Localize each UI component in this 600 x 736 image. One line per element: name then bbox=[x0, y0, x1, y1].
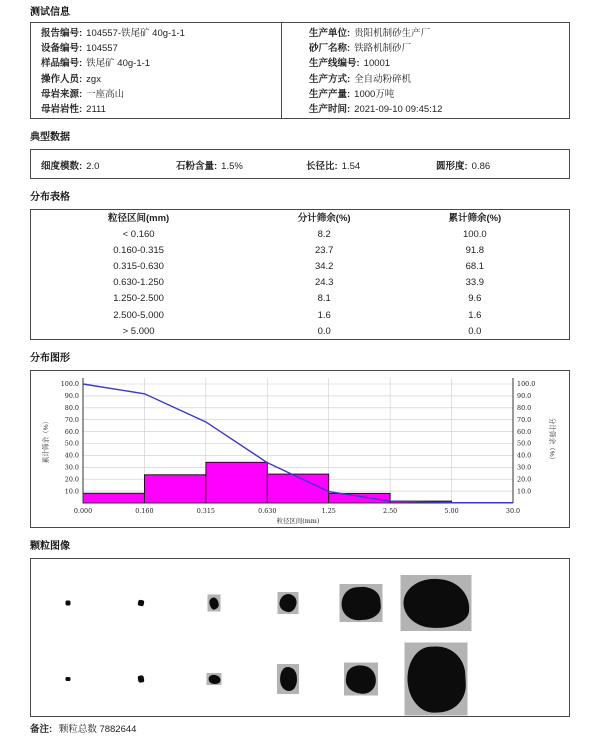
table-row bbox=[31, 291, 569, 307]
info-row bbox=[309, 41, 569, 56]
x-tick-label: 0.315 bbox=[196, 507, 216, 515]
particle-image bbox=[66, 677, 71, 681]
note-text: 颗粒总数 7882644 bbox=[58, 724, 137, 735]
x-tick-label: 0.160 bbox=[135, 507, 154, 515]
table-cell: 2.500-5.000 bbox=[113, 309, 164, 321]
table-cell: 0.630-1.250 bbox=[113, 277, 164, 289]
field-value: 贵阳机制砂生产厂 bbox=[354, 28, 431, 39]
y-tick-label-left: 70.0 bbox=[64, 415, 79, 424]
field-label: 长径比: bbox=[306, 161, 338, 172]
particle-images-box bbox=[30, 558, 570, 717]
field-label: 砂厂名称: bbox=[309, 43, 351, 55]
table-cell: 1.6 bbox=[468, 309, 482, 321]
info-row bbox=[309, 56, 569, 71]
field-value: 铁路机制砂厂 bbox=[354, 43, 412, 55]
table-cell: 1.6 bbox=[317, 309, 331, 321]
particle-background bbox=[278, 592, 299, 614]
y-tick-label-left: 40.0 bbox=[64, 451, 79, 460]
field-value: 1.54 bbox=[341, 161, 361, 172]
particle-image bbox=[344, 663, 378, 696]
table-cell: 0.160-0.315 bbox=[113, 245, 164, 257]
bar-segment bbox=[329, 493, 390, 503]
field-label: 圆形度: bbox=[436, 161, 468, 172]
y-tick-label-left: 20.0 bbox=[64, 475, 79, 484]
particle-image bbox=[138, 676, 144, 683]
particle-blob bbox=[405, 645, 466, 714]
table-cell: 0.0 bbox=[317, 325, 331, 337]
particle-background bbox=[277, 664, 299, 694]
particle-image bbox=[138, 600, 144, 606]
x-axis-title: 粒径区间(mm) bbox=[276, 517, 320, 525]
particle-blob bbox=[138, 600, 145, 607]
bar-segment bbox=[206, 462, 267, 503]
x-tick-label: 2.50 bbox=[383, 507, 398, 515]
field-label: 生产时间: bbox=[309, 104, 351, 116]
y-tick-label-right: 10.0 bbox=[517, 487, 532, 496]
field-value: 10001 bbox=[363, 58, 391, 70]
field-label: 母岩来源: bbox=[41, 88, 83, 100]
y-tick-label-left: 80.0 bbox=[64, 404, 79, 412]
y-axis-title-left: 累计筛余（%） bbox=[43, 417, 50, 464]
y-tick-label-right: 60.0 bbox=[517, 427, 532, 436]
particle-image bbox=[278, 592, 299, 614]
particle-blob bbox=[207, 674, 220, 685]
y-tick-label-right: 70.0 bbox=[517, 415, 532, 424]
particle-background bbox=[401, 575, 472, 631]
particle-image bbox=[208, 595, 221, 612]
y-tick-label-left: 10.0 bbox=[64, 487, 79, 496]
table-cell: 0.0 bbox=[468, 325, 482, 337]
field-value: zgx bbox=[86, 73, 101, 85]
field-label: 设备编号: bbox=[41, 43, 83, 55]
field-value: 1.5% bbox=[221, 161, 243, 172]
y-tick-label-right: 100.0 bbox=[517, 380, 536, 389]
info-row bbox=[41, 56, 281, 71]
bar-segment bbox=[144, 475, 205, 503]
distribution-chart-box bbox=[30, 370, 570, 528]
particle-background bbox=[340, 584, 383, 622]
field-value: 104557-铁尾矿 40g-1-1 bbox=[86, 28, 185, 39]
info-row bbox=[41, 87, 281, 102]
table-row bbox=[31, 308, 569, 324]
y-tick-label-left: 100.0 bbox=[60, 380, 79, 389]
y-tick-label-left: 50.0 bbox=[64, 439, 79, 448]
info-row bbox=[41, 41, 281, 56]
particle-image bbox=[66, 601, 71, 606]
y-tick-label-right: 90.0 bbox=[517, 392, 532, 401]
particle-background bbox=[207, 673, 222, 685]
typical-field bbox=[306, 158, 360, 172]
table-cell: 8.2 bbox=[317, 229, 331, 241]
field-label: 细度模数: bbox=[41, 161, 83, 172]
particle-image bbox=[401, 575, 472, 631]
section-title-distribution-table: 分布表格 bbox=[30, 192, 70, 203]
y-tick-label-left: 30.0 bbox=[64, 463, 79, 472]
test-info-box bbox=[30, 22, 570, 119]
particle-background bbox=[405, 643, 468, 716]
test-info-left-column bbox=[31, 23, 281, 118]
particle-image bbox=[340, 584, 383, 622]
table-cell: 68.1 bbox=[465, 261, 485, 273]
particle-blob bbox=[138, 675, 145, 683]
x-tick-label: 30.0 bbox=[505, 507, 521, 515]
bar-segment bbox=[267, 474, 328, 503]
particle-blob bbox=[340, 585, 382, 621]
note-label: 备注: bbox=[30, 724, 53, 735]
section-title-test-info: 测试信息 bbox=[30, 7, 70, 18]
x-tick-label: 0.630 bbox=[258, 507, 277, 515]
field-label: 生产方式: bbox=[309, 73, 351, 85]
particle-background bbox=[208, 595, 221, 612]
table-row bbox=[31, 275, 569, 291]
field-value: 一座高山 bbox=[86, 88, 125, 100]
table-cell: 0.315-0.630 bbox=[113, 261, 164, 273]
typical-field bbox=[41, 158, 99, 172]
y-axis-title-right: 分计筛余（%） bbox=[548, 417, 555, 464]
table-cell: < 0.160 bbox=[122, 229, 155, 241]
typical-field bbox=[436, 158, 490, 172]
table-header-cell: 累计筛余(%) bbox=[448, 213, 502, 224]
x-tick-label: 1.25 bbox=[321, 507, 336, 515]
table-header-cell: 粒径区间(mm) bbox=[107, 213, 170, 224]
field-value: 全自动粉碎机 bbox=[354, 73, 412, 85]
info-row bbox=[309, 26, 569, 41]
field-value: 1000万吨 bbox=[354, 88, 395, 100]
particle-blob bbox=[208, 596, 219, 610]
section-title-typical-data: 典型数据 bbox=[30, 132, 70, 143]
field-label: 母岩岩性: bbox=[41, 104, 83, 116]
distribution-chart bbox=[31, 371, 569, 527]
y-tick-label-right: 40.0 bbox=[517, 451, 532, 460]
table-cell: 91.8 bbox=[465, 245, 485, 257]
info-row bbox=[41, 26, 281, 41]
y-tick-label-left: 60.0 bbox=[64, 427, 79, 436]
info-row bbox=[309, 102, 569, 117]
table-cell: 34.2 bbox=[314, 261, 334, 273]
table-row bbox=[31, 259, 569, 275]
particle-blob bbox=[401, 576, 470, 629]
x-tick-label: 5.00 bbox=[444, 507, 459, 515]
info-row bbox=[41, 72, 281, 87]
particle-blob bbox=[344, 663, 377, 694]
table-cell: 9.6 bbox=[468, 293, 482, 305]
info-row bbox=[309, 87, 569, 102]
particle-background bbox=[344, 663, 378, 696]
field-value: 2111 bbox=[86, 104, 106, 116]
table-row bbox=[31, 243, 569, 259]
field-label: 生产单位: bbox=[309, 28, 351, 39]
y-tick-label-right: 80.0 bbox=[517, 404, 532, 412]
table-cell: 23.7 bbox=[314, 245, 334, 257]
field-label: 石粉含量: bbox=[176, 161, 218, 172]
table-row bbox=[31, 324, 569, 340]
note-line bbox=[30, 723, 570, 736]
particle-blob bbox=[65, 677, 70, 681]
typical-field bbox=[176, 158, 243, 172]
table-cell: 1.250-2.500 bbox=[113, 293, 164, 305]
field-value: 2021-09-10 09:45:12 bbox=[354, 104, 443, 116]
y-tick-label-right: 30.0 bbox=[517, 463, 532, 472]
field-value: 铁尾矿 40g-1-1 bbox=[86, 58, 151, 70]
particle-blob bbox=[278, 666, 297, 692]
table-row bbox=[31, 227, 569, 243]
info-row bbox=[309, 72, 569, 87]
section-title-distribution-chart: 分布图形 bbox=[30, 353, 70, 364]
table-header-cell: 分计筛余(%) bbox=[297, 213, 351, 224]
test-info-right-column bbox=[282, 23, 569, 118]
table-cell: 8.1 bbox=[317, 293, 331, 305]
table-cell: 100.0 bbox=[462, 229, 487, 241]
field-value: 0.86 bbox=[471, 161, 491, 172]
particle-blob bbox=[279, 593, 298, 613]
table-header-row bbox=[31, 211, 569, 227]
bar-segment bbox=[83, 493, 144, 503]
y-tick-label-left: 90.0 bbox=[64, 392, 79, 401]
field-label: 生产线编号: bbox=[309, 58, 360, 70]
particle-image bbox=[207, 673, 222, 685]
field-label: 报告编号: bbox=[41, 28, 83, 39]
table-cell: 24.3 bbox=[314, 277, 334, 289]
field-label: 操作人员: bbox=[41, 73, 83, 85]
typical-data-box bbox=[30, 149, 570, 179]
particle-blob bbox=[66, 601, 71, 606]
table-cell: > 5.000 bbox=[122, 325, 155, 337]
info-row bbox=[41, 102, 281, 117]
field-label: 样品编号: bbox=[41, 58, 83, 70]
particle-image bbox=[405, 643, 468, 716]
y-tick-label-right: 20.0 bbox=[517, 475, 532, 484]
distribution-table bbox=[30, 209, 570, 340]
field-value: 104557 bbox=[86, 43, 118, 55]
x-tick-label: 0.000 bbox=[73, 507, 93, 515]
section-title-particle-images: 颗粒图像 bbox=[30, 541, 70, 552]
particle-image bbox=[277, 664, 299, 694]
table-cell: 33.9 bbox=[465, 277, 485, 289]
field-value: 2.0 bbox=[86, 161, 100, 172]
field-label: 生产产量: bbox=[309, 88, 351, 100]
y-tick-label-right: 50.0 bbox=[517, 439, 532, 448]
